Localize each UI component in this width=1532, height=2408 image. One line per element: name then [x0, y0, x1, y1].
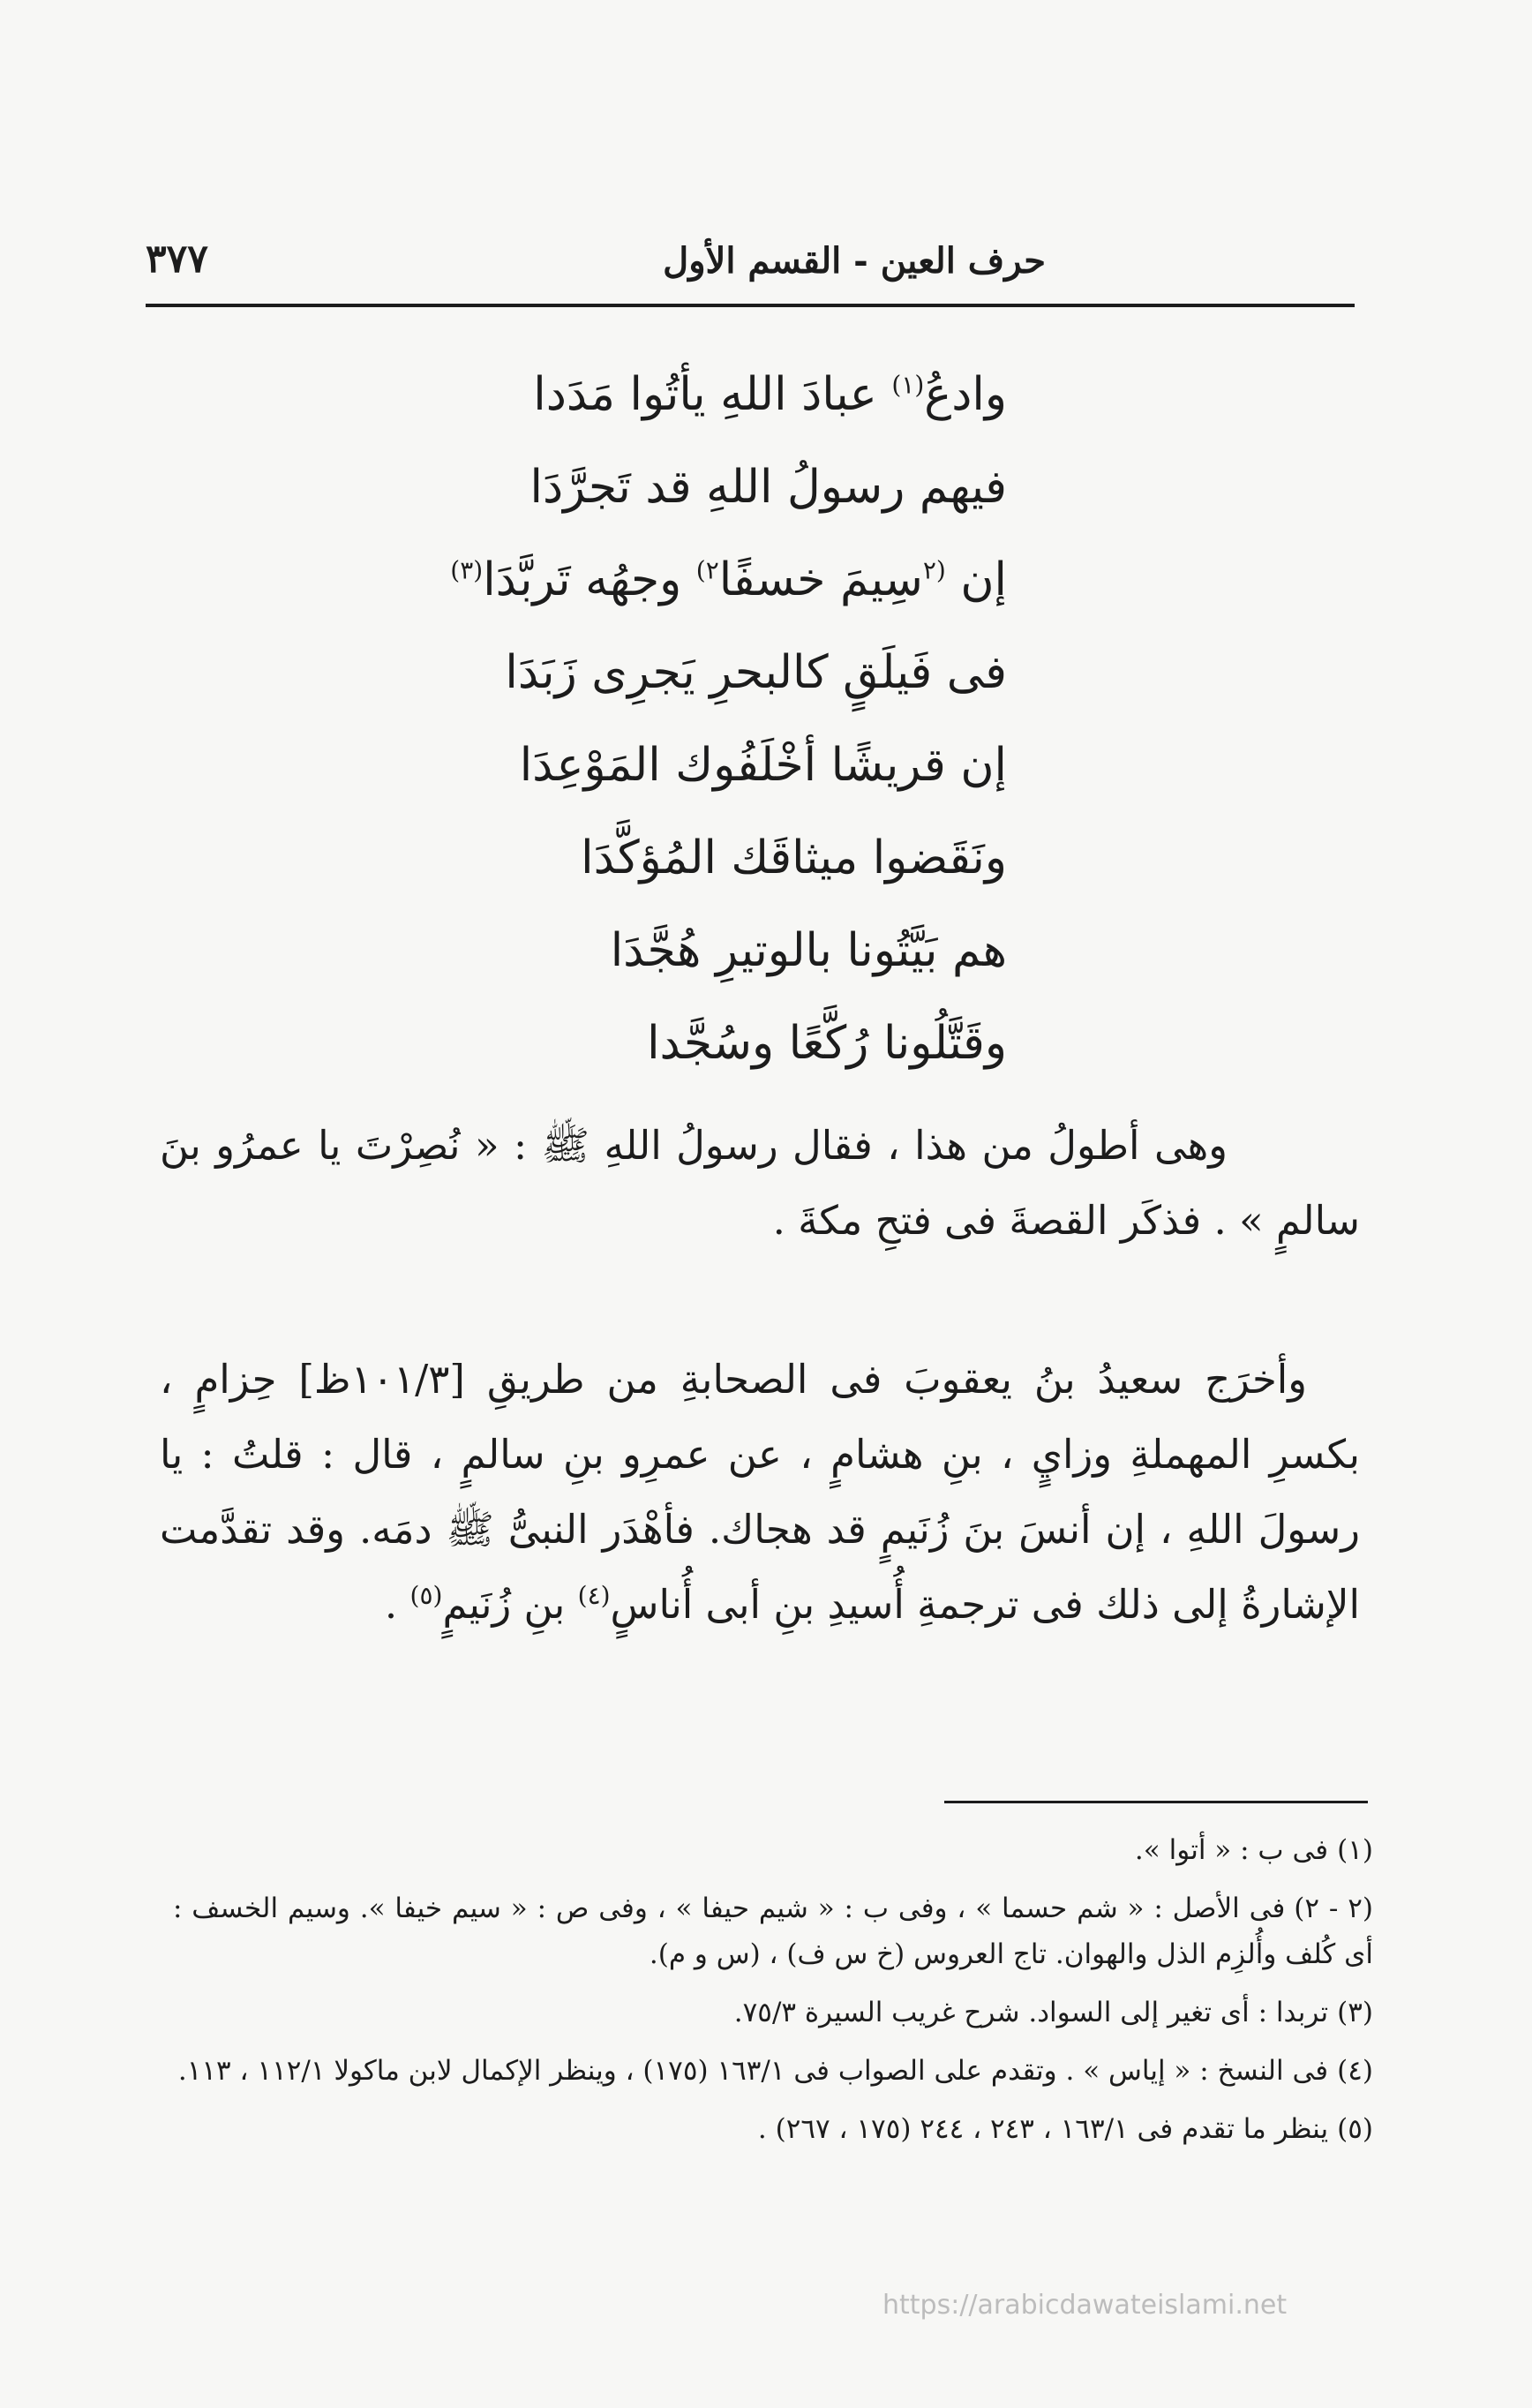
footnote: (١)فى ب : « أتوا ». [1134, 1834, 1373, 1866]
footnote-marker: (٣) [450, 555, 484, 585]
running-title: حرف العين - القسم الأول [663, 240, 1046, 282]
verse: إن قريشًا أخْلَفُوك المَوْعِدَا [519, 739, 1007, 792]
footnote-marker: (١) [891, 370, 925, 400]
verse: ونَقَضوا ميثاقَك المُؤكَّدَا [581, 832, 1007, 884]
footnote: (٤)فى النسخ : « إياس » . وتقدم على الصواب فى ١٦٣/١ (١٧٥) ، وينظر الإكمال لابن ماكولا ١١٢/١ ، ١١٣. [177, 2055, 1373, 2087]
paragraph: وأخرَج سعيدُ بنُ يعقوبَ فى الصحابةِ من طريقِ [١٠١/٣ظ] حِزامٍ ، بكسرِ المهملةِ وزايٍ ، بنِ هشامٍ ، عن عمرِو بنِ سالمٍ ، قال : قلتُ : يا رسولَ اللهِ ، إن أنسَ بنَ زُنَيمٍ قد هجاك. فأهْدَر النبىُّ ﷺ دمَه. وقد تقدَّمت الإشارةُ إلى ذلك فى ترجمةِ أُسيدِ بنِ أبى أُناسٍ$^{(٤)}$ بنِ زُنَيمٍ$^{(٥)}$ . [160, 1356, 1360, 1628]
verse: فيهم رسولُ اللهِ قد تَجرَّدَا [529, 461, 1007, 514]
verse: وادعُ$^{(١)}$ عبادَ اللهِ يأتُوا مَدَدا [533, 368, 1007, 421]
footnote: (٢ - ٢)فى الأصل : « شم حسما » ، وفى ب : « شيم حيفا » ، وفى ص : « سيم خيفا ». وسيم الخسف : أى كُلف وأُلزِم الذل والهوان. تاج العروس (خ س ف) ، (س و م). [173, 1893, 1374, 1970]
footnote-marker: ٢) [695, 555, 719, 585]
watermark: https://arabicdawateislami.net [882, 2290, 1288, 2321]
page-header [146, 237, 1355, 293]
footnote-marker: (٢ [922, 555, 946, 585]
footnote-rule [944, 1801, 1368, 1803]
verse: وقَتَّلُونا رُكَّعًا وسُجَّدا [647, 1017, 1007, 1070]
verse: هم بَيَّتُونا بالوتيرِ هُجَّدَا [610, 924, 1007, 977]
verse: فى فَيلَقٍ كالبحرِ يَجرِى زَبَدَا [505, 646, 1007, 699]
footnotes [173, 1827, 1373, 2164]
paragraph: وهى أطولُ من هذا ، فقال رسولُ اللهِ ﷺ : « نُصِرْتَ يا عمرُو بنَ سالمٍ » . فذكَر القصةَ فى فتحِ مكةَ . [160, 1122, 1360, 1244]
footnote-marker: (٥) [409, 1581, 443, 1610]
footnote: (٣)تربدا : أى تغير إلى السواد. شرح غريب السيرة ٧٥/٣. [733, 1997, 1373, 2028]
footnote: (٥)ينظر ما تقدم فى ١٦٣/١ ، ٢٤٣ ، ٢٤٤ (١٧٥ ، ٢٦٧) . [757, 2113, 1373, 2145]
footnote-marker: (٤) [577, 1581, 611, 1610]
page-number: ٣٧٧ [146, 237, 208, 282]
poem [389, 349, 1007, 1090]
verse: إن $^{(٢}$سِيمَ خسفًا$^{٢)}$ وجهُه تَربَّدَا$^{(٣)}$ [450, 553, 1007, 606]
header-rule [146, 304, 1355, 307]
